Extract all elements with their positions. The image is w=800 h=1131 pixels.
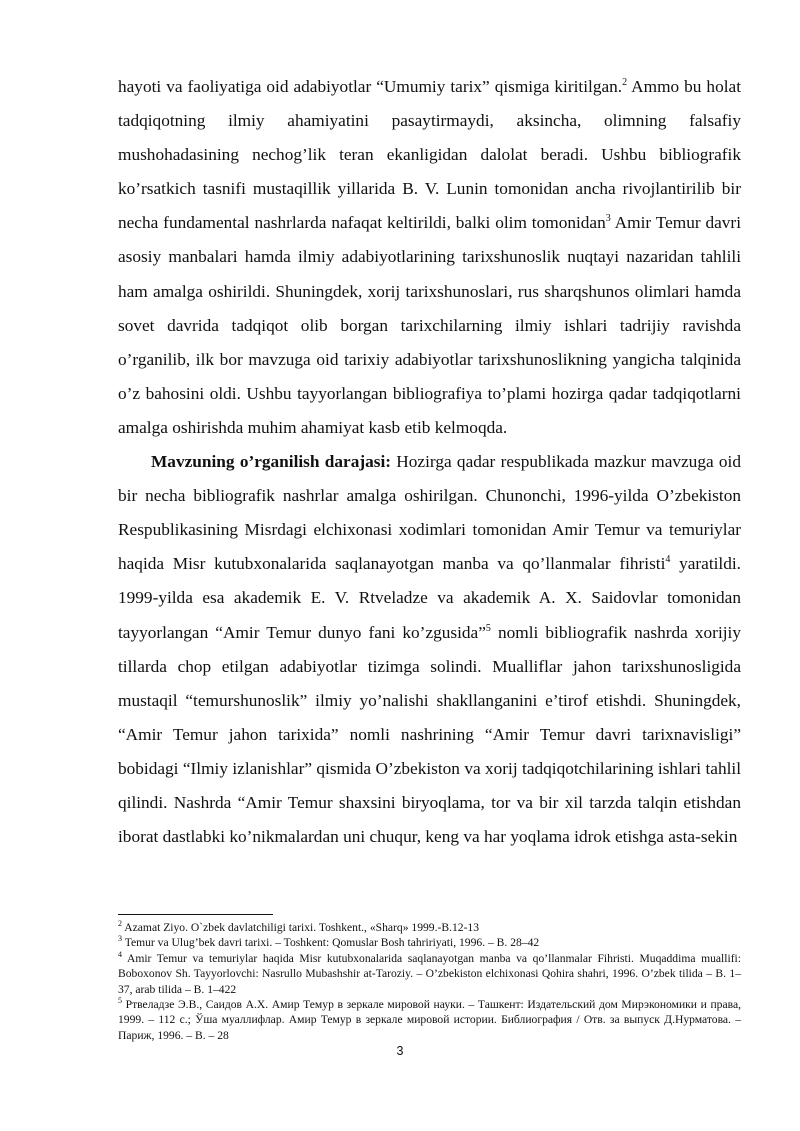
footnote-divider (118, 914, 273, 915)
footnote-number: 4 (118, 949, 122, 959)
paragraph (118, 70, 741, 445)
footnote-text: Amir Temur va temuriylar haqida Misr kutubxonalarida saqlanayotgan manba va qo’llanmalar Fihristi. Muqaddima muallifi: Boboxonov Sh. Tayyorlovchi: Nasrullo Mubashshir at-Taroziy. – O’zbekiston elchixonasi Qohira shahri, 1996. O’zbek tilida – B. 1–37, arab tilida – B. 1–422 (118, 951, 741, 996)
footnote-text: Azamat Ziyo. O`zbek davlatchiligi tarixi. Toshkent., «Sharq» 1999.-B.12-13 (122, 921, 480, 934)
footnote-number: 3 (118, 934, 122, 944)
page-number: 3 (396, 1044, 404, 1058)
text-run: Hozirga qadar respublikada mazkur mavzuga oid bir necha bibliografik nashrlar amalga oshirilgan. Chunonchi, 1996-yilda O’zbekiston Respublikasining Misrdagi elchixonasi xodimlari tomonidan Amir Temur va temuriylar haqida Misr kutubxonalarida saqlanayotgan manba va qo’llanmalar fihristi (118, 452, 741, 574)
footnote (118, 951, 741, 997)
footnote-text: Ртвеладзе Э.В., Саидов А.Х. Амир Темур в зеркале мировой науки. – Ташкент: Издательский дом Мирэкономики и права, 1999. – 112 с.; Ўша муаллифлар. Амир Темур в зеркале мировой истории. Библиография / Отв. за выпуск Д.Нурматова. – Париж, 1996. – В. – 28 (118, 998, 741, 1042)
footnote (118, 920, 741, 935)
footnote (118, 997, 741, 1043)
section-heading: Mavzuning o’rganilish darajasi: (151, 452, 392, 472)
footnote-number: 5 (118, 996, 122, 1006)
text-run: nomli bibliografik nashrda xorijiy tillarda chop etilgan adabiyotlar tizimga solindi. Mualliflar jahon tarixshunosligida mustaqil “temurshunoslik” ilmiy yo’nalishi shakllanganini e’tirof etishdi. Shuningdek, “Amir Temur jahon tarixida” nomli nashrining “Amir Temur davri tarixnavisligi” bobidagi “Ilmiy izlanishlar” qismida O’zbekiston va xorij tadqiqotchilarining ishlari tahlil qilindi. Nashrda “Amir Temur shaxsini biryoqlama, tor va bir xil tarzda talqin etishdan iborat dastlabki ko’nikmalardan uni chuqur, keng va har yoqlama idrok etishga asta-sekin (118, 622, 741, 847)
text-run: hayoti va faoliyatiga oid adabiyotlar “Umumiy tarix” qismiga kiritilgan. (118, 77, 623, 96)
footnote-number: 2 (118, 919, 122, 929)
text-run: yaratildi. 1999-yilda esa akademik E. V. Rtveladze va akademik A. X. Saidovlar tomonidan tayyorlangan “Amir Temur dunyo fani ko’zgusida” (118, 554, 741, 642)
footnotes (118, 920, 741, 1043)
footnote-ref[interactable]: 3 (605, 213, 611, 225)
main-text (118, 70, 741, 854)
paragraph (118, 445, 741, 854)
footnote-ref[interactable]: 2 (622, 77, 628, 89)
footnote-text: Temur va Ulug’bek davri tarixi. – Toshkent: Qomuslar Bosh tahririyati, 1996. – B. 28–42 (122, 936, 540, 950)
footnote-ref[interactable]: 4 (665, 554, 671, 566)
footnote (118, 935, 741, 950)
footnote-ref[interactable]: 5 (485, 622, 491, 634)
text-run: Ammo bu holat tadqiqotning ilmiy ahamiyatini pasaytirmaydi, aksincha, olimning falsafiy mushohadasining nechog’lik teran ekanligidan dalolat beradi. Ushbu bibliografik ko’rsatkich tasnifi mustaqillik yillarida B. V. Lunin tomonidan ancha rivojlantirilib bir necha fundamental nashrlarda nafaqat keltirildi, balki olim tomonidan (118, 77, 741, 233)
text-run: Amir Temur davri asosiy manbalari hamda ilmiy adabiyotlarining tarixshunoslik nuqtayi nazaridan tahlili ham amalga oshirildi. Shuningdek, xorij tarixshunoslari, rus sharqshunos olimlari hamda sovet davrida tadqiqot olib borgan tarixchilarning ilmiy ishlari tadrijiy ravishda o’rganilib, ilk bor mavzuga oid tarixiy adabiyotlar tarixshunoslikning yangicha talqinida o’z bahosini oldi. Ushbu tayyorlangan bibliografiya to’plami hozirga qadar tadqiqotlarni amalga oshirishda muhim ahamiyat kasb etib kelmoqda. (118, 213, 741, 437)
